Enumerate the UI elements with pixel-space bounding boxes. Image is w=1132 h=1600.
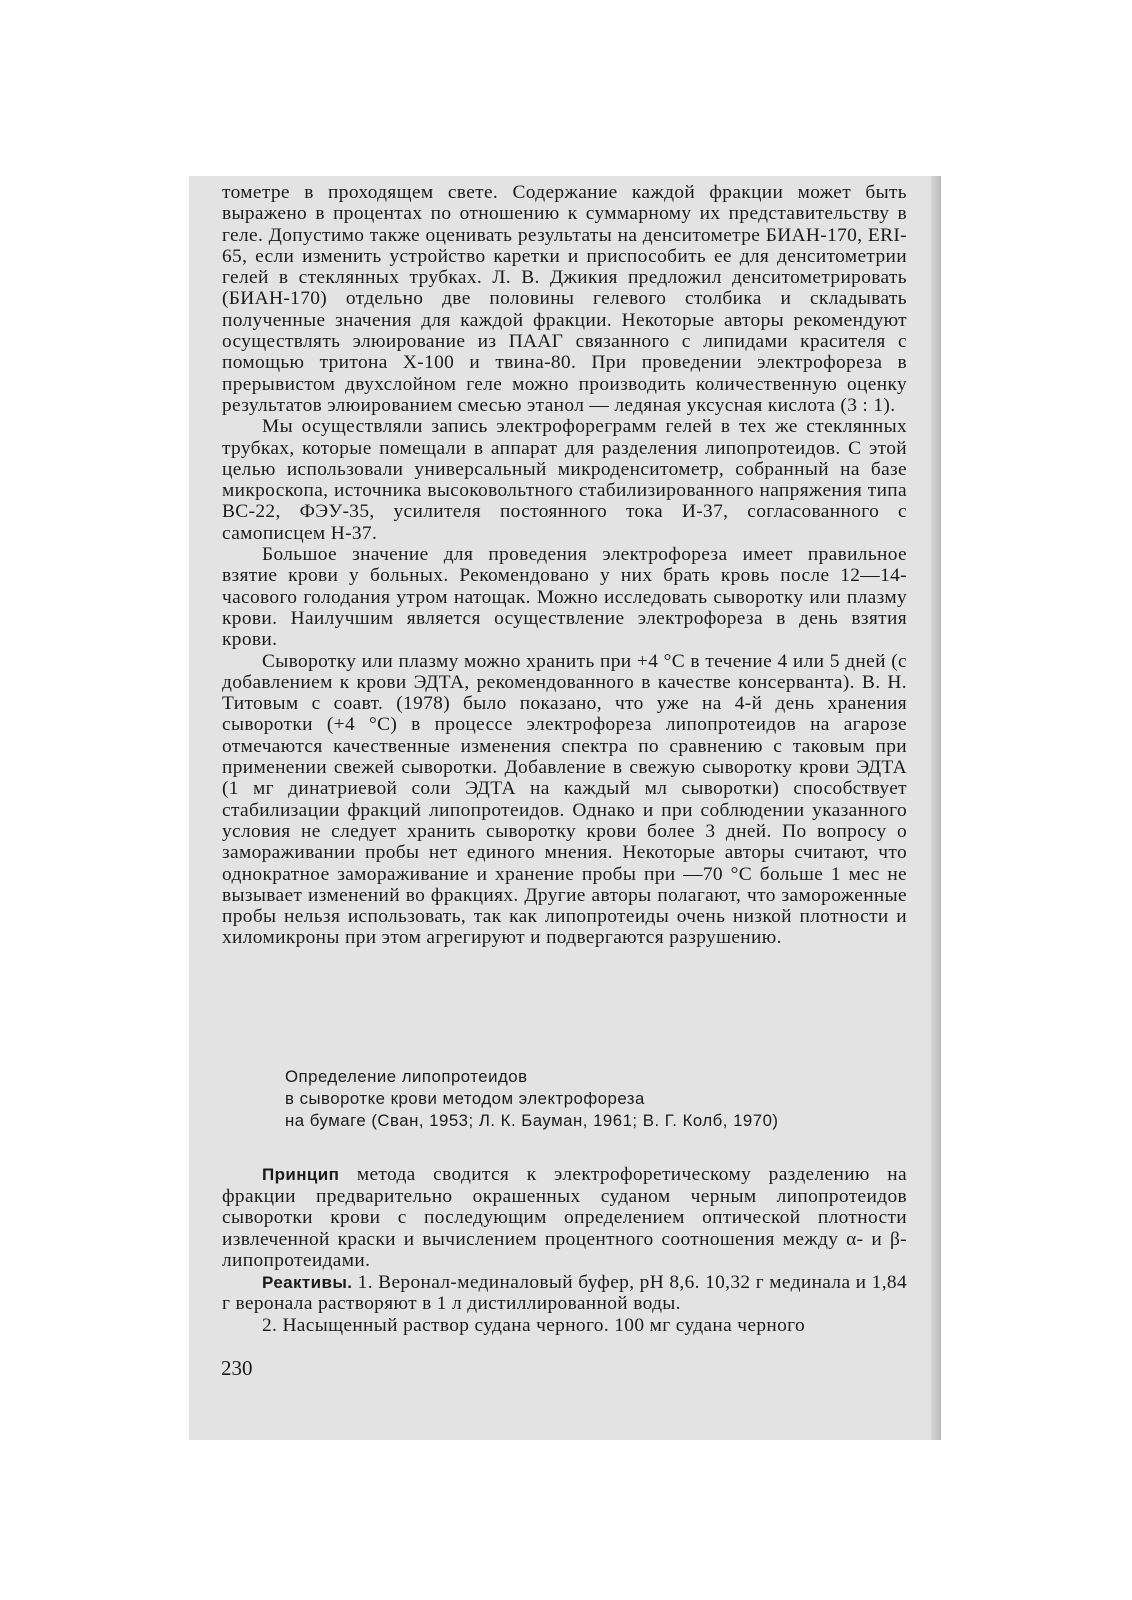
paragraph-continuation: тометре в проходящем свете. Содержание каждой фракции может быть выражено в процентах по отношению к суммарному их представительству в геле. Допустимо также оценивать результаты на денситометре БИАН-170, ERI-65, если изменить устройство каретки и приспособить ее для денситометрии гелей в стеклянных трубках. Л. В. Джикия предложил денситометрировать (БИАН-170) отдельно две половины гелевого столбика и складывать полученные значения для каждой фракции. Некоторые авторы рекомендуют осуществлять элюирование из ПААГ связанного с липидами красителя с помощью тритона X-100 и твина-80. При проведении электрофореза в прерывистом двухслойном геле можно производить количественную оценку результатов элюированием смесью этанол — ледяная уксусная кислота (3 : 1). xyxy=(222,182,907,416)
section-heading xyxy=(285,1066,905,1131)
paragraph-storage: Сыворотку или плазму можно хранить при +4 °С в течение 4 или 5 дней (с добавлением к крови ЭДТА, рекомендованного в качестве консерванта). В. Н. Титовым с соавт. (1978) было показано, что уже на 4-й день хранения сыворотки (+4 °С) в процессе электрофореза липопротеидов на агарозе отмечаются качественные изменения спектра по сравнению с таковым при применении свежей сыворотки. Добавление в свежую сыворотку крови ЭДТА (1 мг динатриевой соли ЭДТА на каждый мл сыворотки) способствует стабилизации фракций липопротеидов. Однако и при соблюдении указанного условия не следует хранить сыворотку крови более 3 дней. По вопросу о замораживании пробы нет единого мнения. Некоторые авторы считают, что однократное замораживание и хранение пробы при —70 °С больше 1 мес не вызывает изменений во фракциях. Другие авторы полагают, что замороженные пробы нельзя использовать, так как липопротеиды очень низкой плотности и хиломикроны при этом агрегируют и подвергаются разрушению. xyxy=(222,650,907,949)
book-page xyxy=(189,176,941,1440)
reagents-text: 1. Веронал-мединаловый буфер, pH 8,6. 10,32 г мединала и 1,84 г веронала растворяют в 1 л дистиллированной воды. xyxy=(222,1271,907,1314)
heading-line-2: в сыворотке крови методом электрофореза xyxy=(285,1088,645,1108)
principle-paragraph xyxy=(222,1164,907,1272)
principle-text: метода сводится к электрофоретическому разделению на фракции предварительно окрашенных суданом черным липопротеидов сыворотки крови с последующим определением оптической плотности извлеченной краски и вычислением процентного соотношения между α- и β-липопротеидами. xyxy=(222,1164,907,1271)
reagents-paragraph xyxy=(222,1272,907,1315)
body-text xyxy=(222,182,907,949)
paragraph-recording: Мы осуществляли запись электрофореграмм гелей в тех же стеклянных трубках, которые помещали в аппарат для разделения липопротеидов. С этой целью использовали универсальный микроденситометр, собранный на базе микроскопа, источника высоковольтного стабилизированного напряжения типа ВС-22, ФЭУ-35, усилителя постоянного тока И-37, согласованного с самописцем Н-37. xyxy=(222,416,907,544)
reagent-item-2: 2. Насыщенный раствор судана черного. 100 мг судана черного xyxy=(262,1314,806,1336)
reagents-label: Реактивы. xyxy=(262,1272,353,1292)
heading-line-3: на бумаге (Сван, 1953; Л. К. Бауман, 1961; В. Г. Колб, 1970) xyxy=(285,1110,779,1130)
method-text xyxy=(222,1164,907,1336)
page-number: 230 xyxy=(221,1356,253,1380)
heading-line-1: Определение липопротеидов xyxy=(285,1067,528,1086)
paragraph-blood-sampling: Большое значение для проведения электрофореза имеет правильное взятие крови у больных. Рекомендовано у них брать кровь после 12—14-часового голодания утром натощак. Можно исследовать сыворотку или плазму крови. Наилучшим является осуществление электрофореза в день взятия крови. xyxy=(222,544,907,651)
principle-label: Принцип xyxy=(262,1165,340,1184)
